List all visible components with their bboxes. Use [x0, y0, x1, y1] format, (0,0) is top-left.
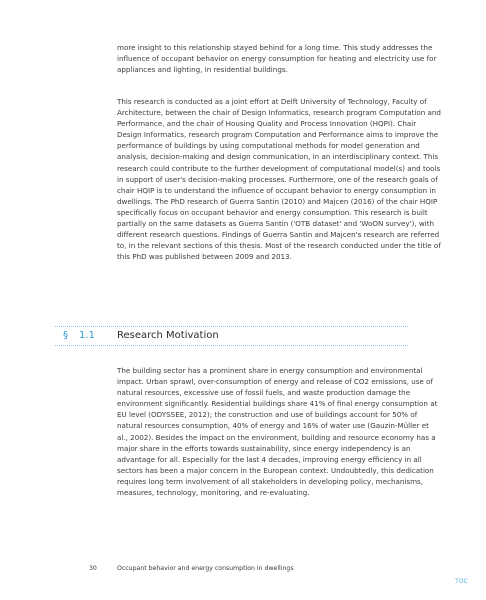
section-rule-bottom [55, 345, 408, 346]
body-paragraph-2: This research is conducted as a joint effort at Delft University of Technology, Faculty of Architecture, between the chair of Design Informatics, research program Computation and Performance, and the chair of Housing Quality and Process Innovation (HQPI). Chair Design Informatics, research program Computation and Performance aims to improve the performance of buildings by using computational methods for model generation and analysis, decision-making and design communication, in an interdisciplinary context. This research could contribute to the further development of computational model(s) and tools in support of user's decision-making processes. Furthermore, one of the research goals of chair HQIP is to understand the influence of occupant behavior to energy consumption in dwellings. The PhD research of Guerra Santin (2010) and Majcen (2016) of the chair HQIP specifically focus on occupant behavior and energy consumption. This research is built partially on the same datasets as Guerra Santin ('OTB dataset' and 'WoON survey'), with different research questions. Findings of Guerra Santin and Majcen's research are referred to, in the relevant sections of this thesis. Most of the research conducted under the title of this PhD was published between 2009 and 2013. [117, 97, 441, 262]
body-paragraph-1: more insight to this relationship stayed behind for a long time. This study addresses the influence of occupant behavior on energy consumption for heating and electricity use for appliances and lighting, in residential buildings. [117, 43, 437, 75]
footer-page-number: 30 [89, 565, 97, 572]
body-paragraph-3: The building sector has a prominent share in energy consumption and environmental impact. Urban sprawl, over-consumption of energy and release of CO2 emissions, use of natural resources, excessive use of fossil fuels, and waste production damage the environment significantly. Residential buildings share 41% of final energy consumption at EU level (ODYSSEE, 2012); the construction and use of buildings account for 50% of natural resources consumption, 40% of energy and 16% of water use (Gauzin-Müller et al., 2002). Besides the impact on the environment, building and resource economy has a major share in the efforts towards sustainability, since energy independency is an advantage for all. Especially for the last 4 decades, improving energy efficiency in all sectors has been a major concern in the European context. Undoubtedly, this dedication requires long term involvement of all stakeholders in developing policy, mechanisms, measures, technology, monitoring, and re-evaluating. [117, 366, 438, 498]
footer-running-title: Occupant behavior and energy consumption in dwellings [117, 565, 294, 572]
section-symbol: § [63, 330, 68, 341]
section-rule-top [55, 326, 408, 327]
section-title: Research Motivation [117, 330, 219, 341]
toc-link[interactable]: TOC [455, 578, 468, 585]
section-number: 1.1 [79, 330, 95, 341]
